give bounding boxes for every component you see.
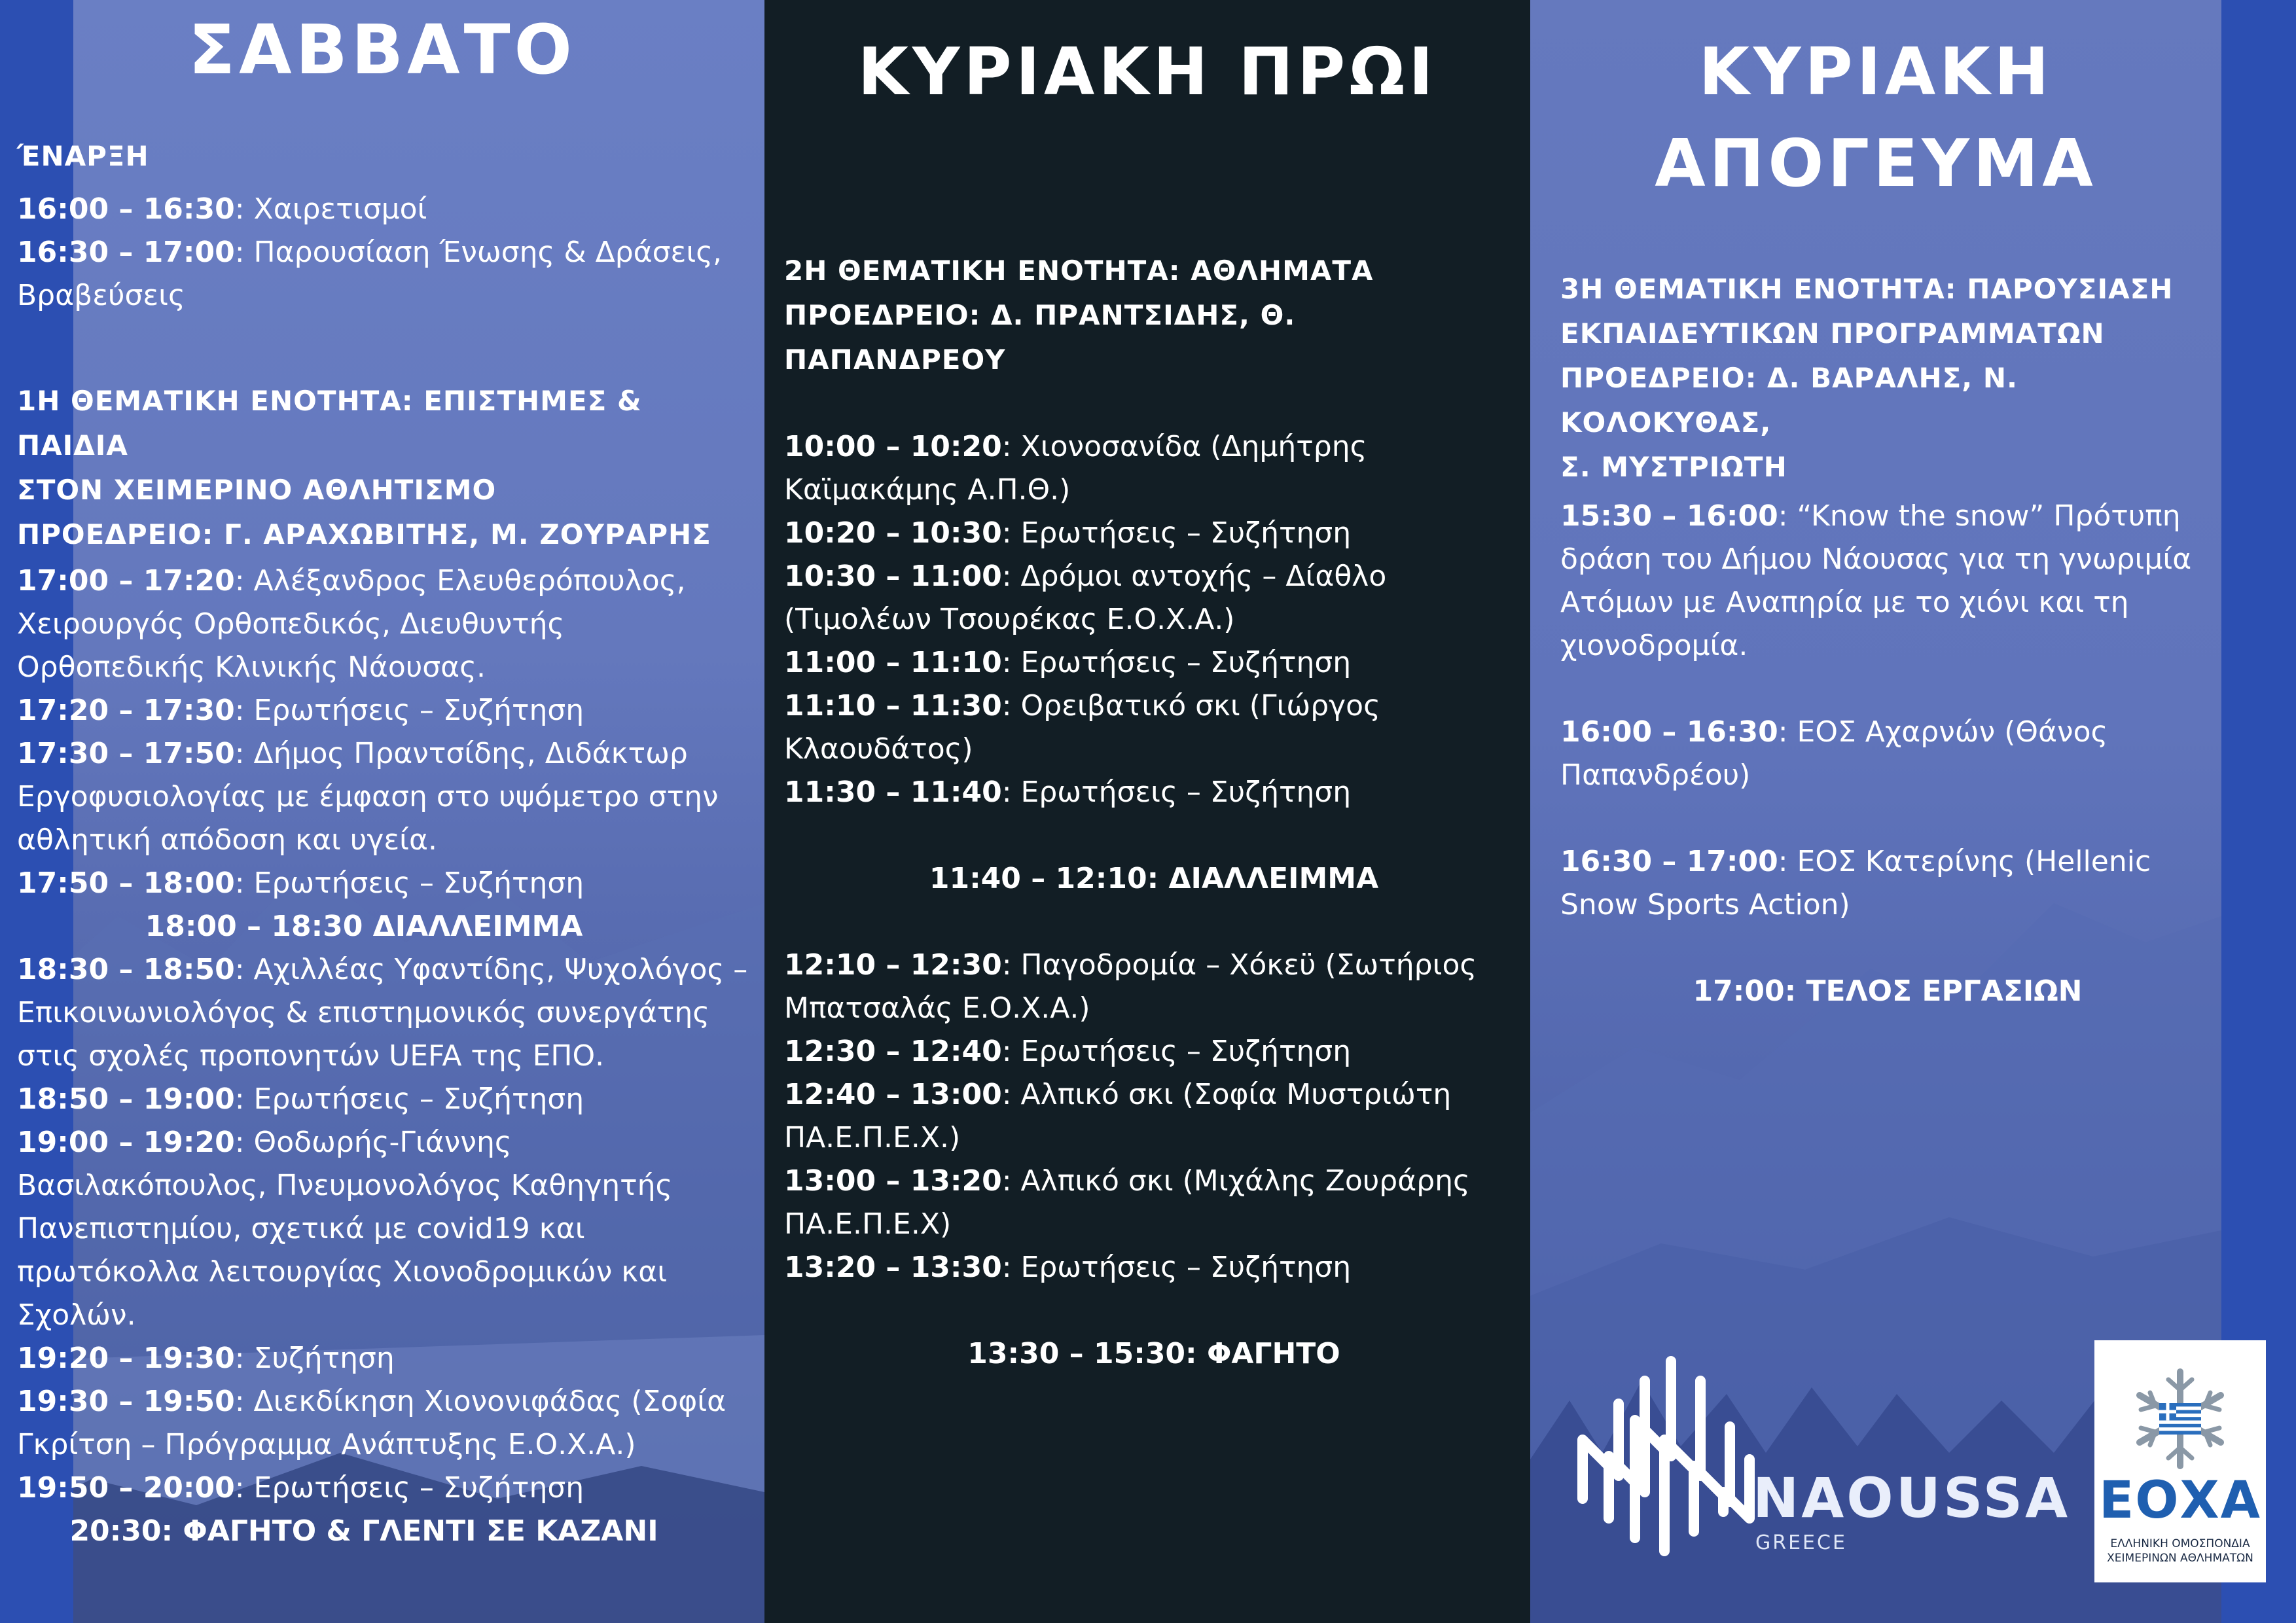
list-item: 19:30 – 19:50: Διεκδίκηση Χιονονιφάδας (Σοφία Γκρίτση – Πρόγραμμα Ανάπτυξης Ε.Ο.Χ.Α.) <box>17 1385 726 1461</box>
list-item: 11:00 – 11:10: Ερωτήσεις – Συζήτηση <box>784 646 1352 679</box>
list-item: 16:00 – 16:30: Χαιρετισμοί <box>17 192 427 226</box>
list-item: 13:20 – 13:30: Ερωτήσεις – Συζήτηση <box>784 1251 1352 1284</box>
session-list <box>17 948 757 1510</box>
list-item: 17:20 – 17:30: Ερωτήσεις – Συζήτηση <box>17 694 584 727</box>
list-item: 17:30 – 17:50: Δήμος Πραντσίδης, Διδάκτωρ Εργοφυσιολογίας με έμφαση στο υψόμετρο στην αθλητική απόδοση και υγεία. <box>17 737 719 857</box>
list-item: 17:50 – 18:00: Ερωτήσεις – Συζήτηση <box>17 866 584 900</box>
eoxa-subtitle: ΕΛΛΗΝΙΚΗ ΟΜΟΣΠΟΝΔΙΑ ΧΕΙΜΕΡΙΝΩΝ ΑΘΛΗΜΑΤΩΝ <box>2107 1537 2253 1565</box>
break-line: 11:40 – 12:10: ΔΙΑΛΛΕΙΜΜΑ <box>929 862 1379 895</box>
list-item: 19:00 – 19:20: Θοδωρής-Γιάννης Βασιλακόπουλος, Πνευμονολόγος Καθηγητής Πανεπιστημίου, σχετικά με covid19 και πρωτόκολλα λειτουργίας Χιονοδρομικών και Σχολών. <box>17 1126 673 1332</box>
naoussa-name: NAOUSSA <box>1753 1466 2071 1530</box>
list-item: 16:30 – 17:00: ΕΟΣ Κατερίνης (Hellenic Snow Sports Action) <box>1560 845 2151 921</box>
sunday-afternoon-title: ΚΥΡΙΑΚΗ ΑΠΟΓΕΥΜΑ <box>1655 33 2097 202</box>
list-item: 17:00 – 17:20: Αλέξανδρος Ελευθερόπουλος, Χειρουργός Ορθοπεδικός, Διευθυντής Ορθοπεδικής Κλινικής Νάουσας. <box>17 564 686 684</box>
sunday-morning-schedule <box>784 249 1524 1376</box>
eoxa-logo <box>2094 1340 2266 1582</box>
session-list <box>784 944 1524 1289</box>
sunday-morning-title: ΚΥΡΙΑΚΗ ΠΡΩΙ <box>857 33 1437 110</box>
list-item: 15:30 – 16:00: “Know the snow” Πρότυπη δράση του Δήμου Νάουσας για τη γνωριμία Ατόμων με Αναπηρία με το χιόνι και τη χιονοδρομία. <box>1560 499 2192 662</box>
list-item: 18:30 – 18:50: Αχιλλέας Υφαντίδης, Ψυχολόγος – Επικοινωνιολόγος & επιστημονικός συνεργάτης στις σχολές προπονητών UEFA της ΕΠΟ. <box>17 953 748 1073</box>
session-list <box>17 560 757 905</box>
saturday-column <box>0 0 764 1623</box>
break-line: 18:00 – 18:30 ΔΙΑΛΛΕΙΜΜΑ <box>145 910 583 943</box>
opening-list <box>17 188 757 317</box>
sunday-afternoon-schedule <box>1560 267 2215 1013</box>
list-item: 12:30 – 12:40: Ερωτήσεις – Συζήτηση <box>784 1035 1352 1068</box>
session-list <box>1560 495 2215 927</box>
list-item: 16:30 – 17:00: Παρουσίαση Ένωσης & Δράσεις, Βραβεύσεις <box>17 236 723 312</box>
list-item: 13:00 – 13:20: Αλπικό σκι (Μιχάλης Ζουράρης ΠΑ.Ε.Π.Ε.Χ) <box>784 1164 1470 1241</box>
end-line: 17:00: ΤΕΛΟΣ ΕΡΓΑΣΙΩΝ <box>1693 974 2083 1008</box>
list-item: 11:30 – 11:40: Ερωτήσεις – Συζήτηση <box>784 776 1352 809</box>
saturday-title: ΣΑΒΒΑΤΟ <box>188 10 576 90</box>
saturday-schedule <box>17 134 757 1553</box>
section-heading: 1Η ΘΕΜΑΤΙΚΗ ΕΝΟΤΗΤΑ: ΕΠΙΣΤΗΜΕΣ & ΠΑΙΔΙΑ ΣΤΟΝ ΧΕΙΜΕΡΙΝΟ ΑΘΛΗΤΙΣΜΟ ΠΡΟΕΔΡΕΙΟ: Γ. ΑΡΑΧΩΒΙΤΗΣ, Μ. ΖΟΥΡΑΡΗΣ <box>17 385 711 550</box>
list-item: 10:30 – 11:00: Δρόμοι αντοχής – Δίαθλο (Τιμολέων Τσουρέκας Ε.Ο.Χ.Α.) <box>784 560 1387 636</box>
list-item: 19:20 – 19:30: Συζήτηση <box>17 1342 395 1375</box>
naoussa-logo <box>1570 1342 2071 1564</box>
sunday-morning-column <box>764 0 1530 1623</box>
list-item: 18:50 – 19:00: Ερωτήσεις – Συζήτηση <box>17 1082 584 1116</box>
naoussa-mark-icon <box>1570 1342 1759 1564</box>
eoxa-name: ΕΟΧΑ <box>2098 1471 2262 1530</box>
session-list <box>784 425 1524 814</box>
list-item: 11:10 – 11:30: Ορειβατικό σκι (Γιώργος Κλαουδάτος) <box>784 689 1380 766</box>
list-item: 19:50 – 20:00: Ερωτήσεις – Συζήτηση <box>17 1471 584 1505</box>
section-heading: 2Η ΘΕΜΑΤΙΚΗ ΕΝΟΤΗΤΑ: ΑΘΛΗΜΑΤΑ ΠΡΟΕΔΡΕΙΟ: Δ. ΠΡΑΝΤΣΙΔΗΣ, Θ. ΠΑΠΑΝΔΡΕΟΥ <box>784 255 1374 376</box>
lunch-line: 13:30 – 15:30: ΦΑΓΗΤΟ <box>967 1337 1340 1370</box>
naoussa-sub: GREECE <box>1755 1531 1847 1554</box>
opening-heading: ΈΝΑΡΞΗ <box>17 140 149 172</box>
list-item: 12:40 – 13:00: Αλπικό σκι (Σοφία Μυστριώτη ΠΑ.Ε.Π.Ε.Χ.) <box>784 1078 1452 1154</box>
list-item: 16:00 – 16:30: ΕΟΣ Αχαρνών (Θάνος Παπανδρέου) <box>1560 715 2108 792</box>
list-item: 10:20 – 10:30: Ερωτήσεις – Συζήτηση <box>784 516 1352 550</box>
list-item: 10:00 – 10:20: Χιονοσανίδα (Δημήτρης Καϊμακάμης Α.Π.Θ.) <box>784 430 1367 507</box>
dinner-line: 20:30: ΦΑΓΗΤΟ & ΓΛΕΝΤΙ ΣΕ ΚΑΖΑΝΙ <box>69 1514 658 1548</box>
snowflake-flag-icon <box>2128 1366 2233 1471</box>
list-item: 12:10 – 12:30: Παγοδρομία – Χόκεϋ (Σωτήριος Μπατσαλάς Ε.Ο.Χ.Α.) <box>784 948 1477 1025</box>
section-heading: 3Η ΘΕΜΑΤΙΚΗ ΕΝΟΤΗΤΑ: ΠΑΡΟΥΣΙΑΣΗ ΕΚΠΑΙΔΕΥΤΙΚΩΝ ΠΡΟΓΡΑΜΜΑΤΩΝ ΠΡΟΕΔΡΕΙΟ: Δ. ΒΑΡΑΛΗΣ, Ν. ΚΟΛΟΚΥΘΑΣ, Σ. ΜΥΣΤΡΙΩΤΗ <box>1560 273 2174 483</box>
